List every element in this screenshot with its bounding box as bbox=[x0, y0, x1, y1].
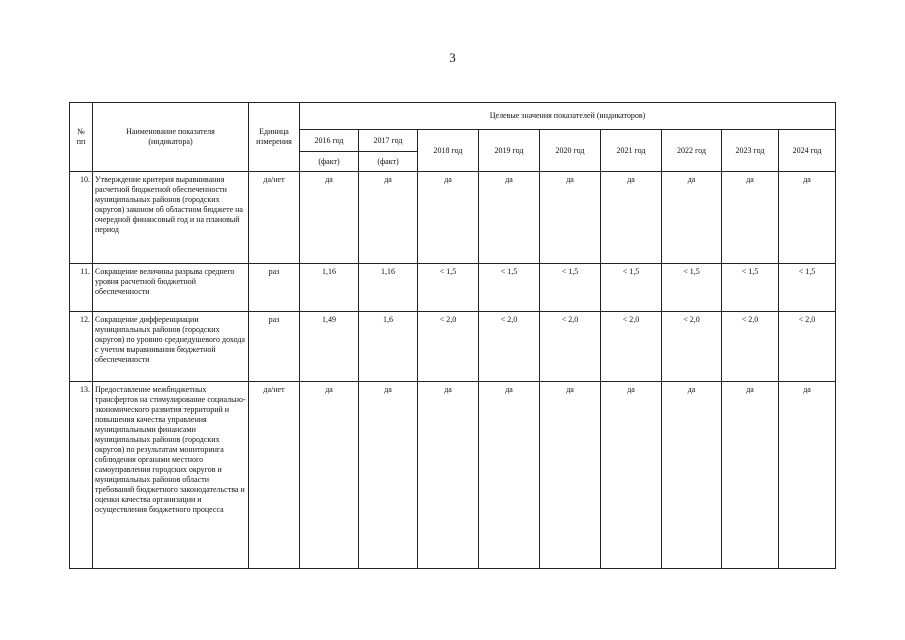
row-value-2016: да bbox=[300, 382, 359, 569]
header-fact-2016: (факт) bbox=[300, 152, 359, 172]
row-value-2019: < 2,0 bbox=[479, 312, 540, 382]
row-value-2019: < 1,5 bbox=[479, 264, 540, 312]
header-year-2023: 2023 год bbox=[722, 130, 779, 172]
header-fact-2017: (факт) bbox=[359, 152, 418, 172]
row-indicator-name: Сокращение дифференциации муниципальных районов (городских округов) по уровню среднедушевого дохода с учетом выравнивания бюджетной обеспеченности bbox=[93, 312, 249, 382]
row-value-2016: 1,49 bbox=[300, 312, 359, 382]
row-value-2024: да bbox=[779, 382, 836, 569]
row-value-2023: да bbox=[722, 382, 779, 569]
row-value-2018: да bbox=[418, 382, 479, 569]
row-value-2018: < 1,5 bbox=[418, 264, 479, 312]
row-value-2017: да bbox=[359, 382, 418, 569]
header-year-2019: 2019 год bbox=[479, 130, 540, 172]
table-row bbox=[70, 264, 836, 312]
row-value-2020: < 1,5 bbox=[540, 264, 601, 312]
header-year-2021: 2021 год bbox=[601, 130, 662, 172]
row-value-2020: да bbox=[540, 172, 601, 264]
header-year-2024: 2024 год bbox=[779, 130, 836, 172]
row-value-2022: < 2,0 bbox=[662, 312, 722, 382]
row-indicator-name: Предоставление межбюджетных трансфертов на стимулирование социально-экономического развития территорий и повышения качества управления муниципальными финансами муниципальных районов (городских округов) по результатам мониторинга соблюдения органами местного самоуправления городских округов и муниципальных районов области требований бюджетного законодательства и оценки качества организации и осуществления бюджетного процесса bbox=[93, 382, 249, 569]
row-value-2017: 1,16 bbox=[359, 264, 418, 312]
header-year-2016: 2016 год bbox=[300, 130, 359, 152]
row-value-2018: да bbox=[418, 172, 479, 264]
row-indicator-name: Сокращение величины разрыва среднего уровня расчетной бюджетной обеспеченности bbox=[93, 264, 249, 312]
row-value-2021: да bbox=[601, 172, 662, 264]
row-unit: да/нет bbox=[249, 382, 300, 569]
row-value-2016: 1,16 bbox=[300, 264, 359, 312]
row-value-2020: < 2,0 bbox=[540, 312, 601, 382]
row-value-2021: < 1,5 bbox=[601, 264, 662, 312]
header-num: № пп bbox=[70, 103, 93, 172]
header-year-2017: 2017 год bbox=[359, 130, 418, 152]
row-value-2018: < 2,0 bbox=[418, 312, 479, 382]
header-target-values: Целевые значения показателей (индикаторов) bbox=[300, 103, 836, 130]
row-value-2022: да bbox=[662, 172, 722, 264]
row-num: 10. bbox=[70, 172, 93, 264]
row-value-2023: < 2,0 bbox=[722, 312, 779, 382]
row-value-2019: да bbox=[479, 172, 540, 264]
row-value-2024: да bbox=[779, 172, 836, 264]
row-unit: да/нет bbox=[249, 172, 300, 264]
row-value-2023: да bbox=[722, 172, 779, 264]
row-num: 13. bbox=[70, 382, 93, 569]
header-unit: Единица измерения bbox=[249, 103, 300, 172]
row-value-2016: да bbox=[300, 172, 359, 264]
row-num: 11. bbox=[70, 264, 93, 312]
table-row bbox=[70, 172, 836, 264]
header-indicator-name: Наименование показателя (индикатора) bbox=[93, 103, 249, 172]
row-value-2023: < 1,5 bbox=[722, 264, 779, 312]
row-value-2019: да bbox=[479, 382, 540, 569]
header-year-2020: 2020 год bbox=[540, 130, 601, 172]
table-row bbox=[70, 382, 836, 569]
header-year-2018: 2018 год bbox=[418, 130, 479, 172]
row-value-2021: < 2,0 bbox=[601, 312, 662, 382]
row-unit: раз bbox=[249, 312, 300, 382]
row-value-2017: 1,6 bbox=[359, 312, 418, 382]
row-value-2022: < 1,5 bbox=[662, 264, 722, 312]
row-value-2017: да bbox=[359, 172, 418, 264]
row-value-2020: да bbox=[540, 382, 601, 569]
row-unit: раз bbox=[249, 264, 300, 312]
table-row bbox=[70, 312, 836, 382]
row-value-2022: да bbox=[662, 382, 722, 569]
row-value-2024: < 2,0 bbox=[779, 312, 836, 382]
indicators-table bbox=[69, 102, 836, 569]
page-number: 3 bbox=[449, 50, 456, 65]
row-value-2024: < 1,5 bbox=[779, 264, 836, 312]
row-value-2021: да bbox=[601, 382, 662, 569]
header-year-2022: 2022 год bbox=[662, 130, 722, 172]
row-indicator-name: Утверждение критерия выравнивания расчетной бюджетной обеспеченности муниципальных районов (городских округов) законом об областном бюджете на очередной финансовый год и на плановый период bbox=[93, 172, 249, 264]
row-num: 12. bbox=[70, 312, 93, 382]
